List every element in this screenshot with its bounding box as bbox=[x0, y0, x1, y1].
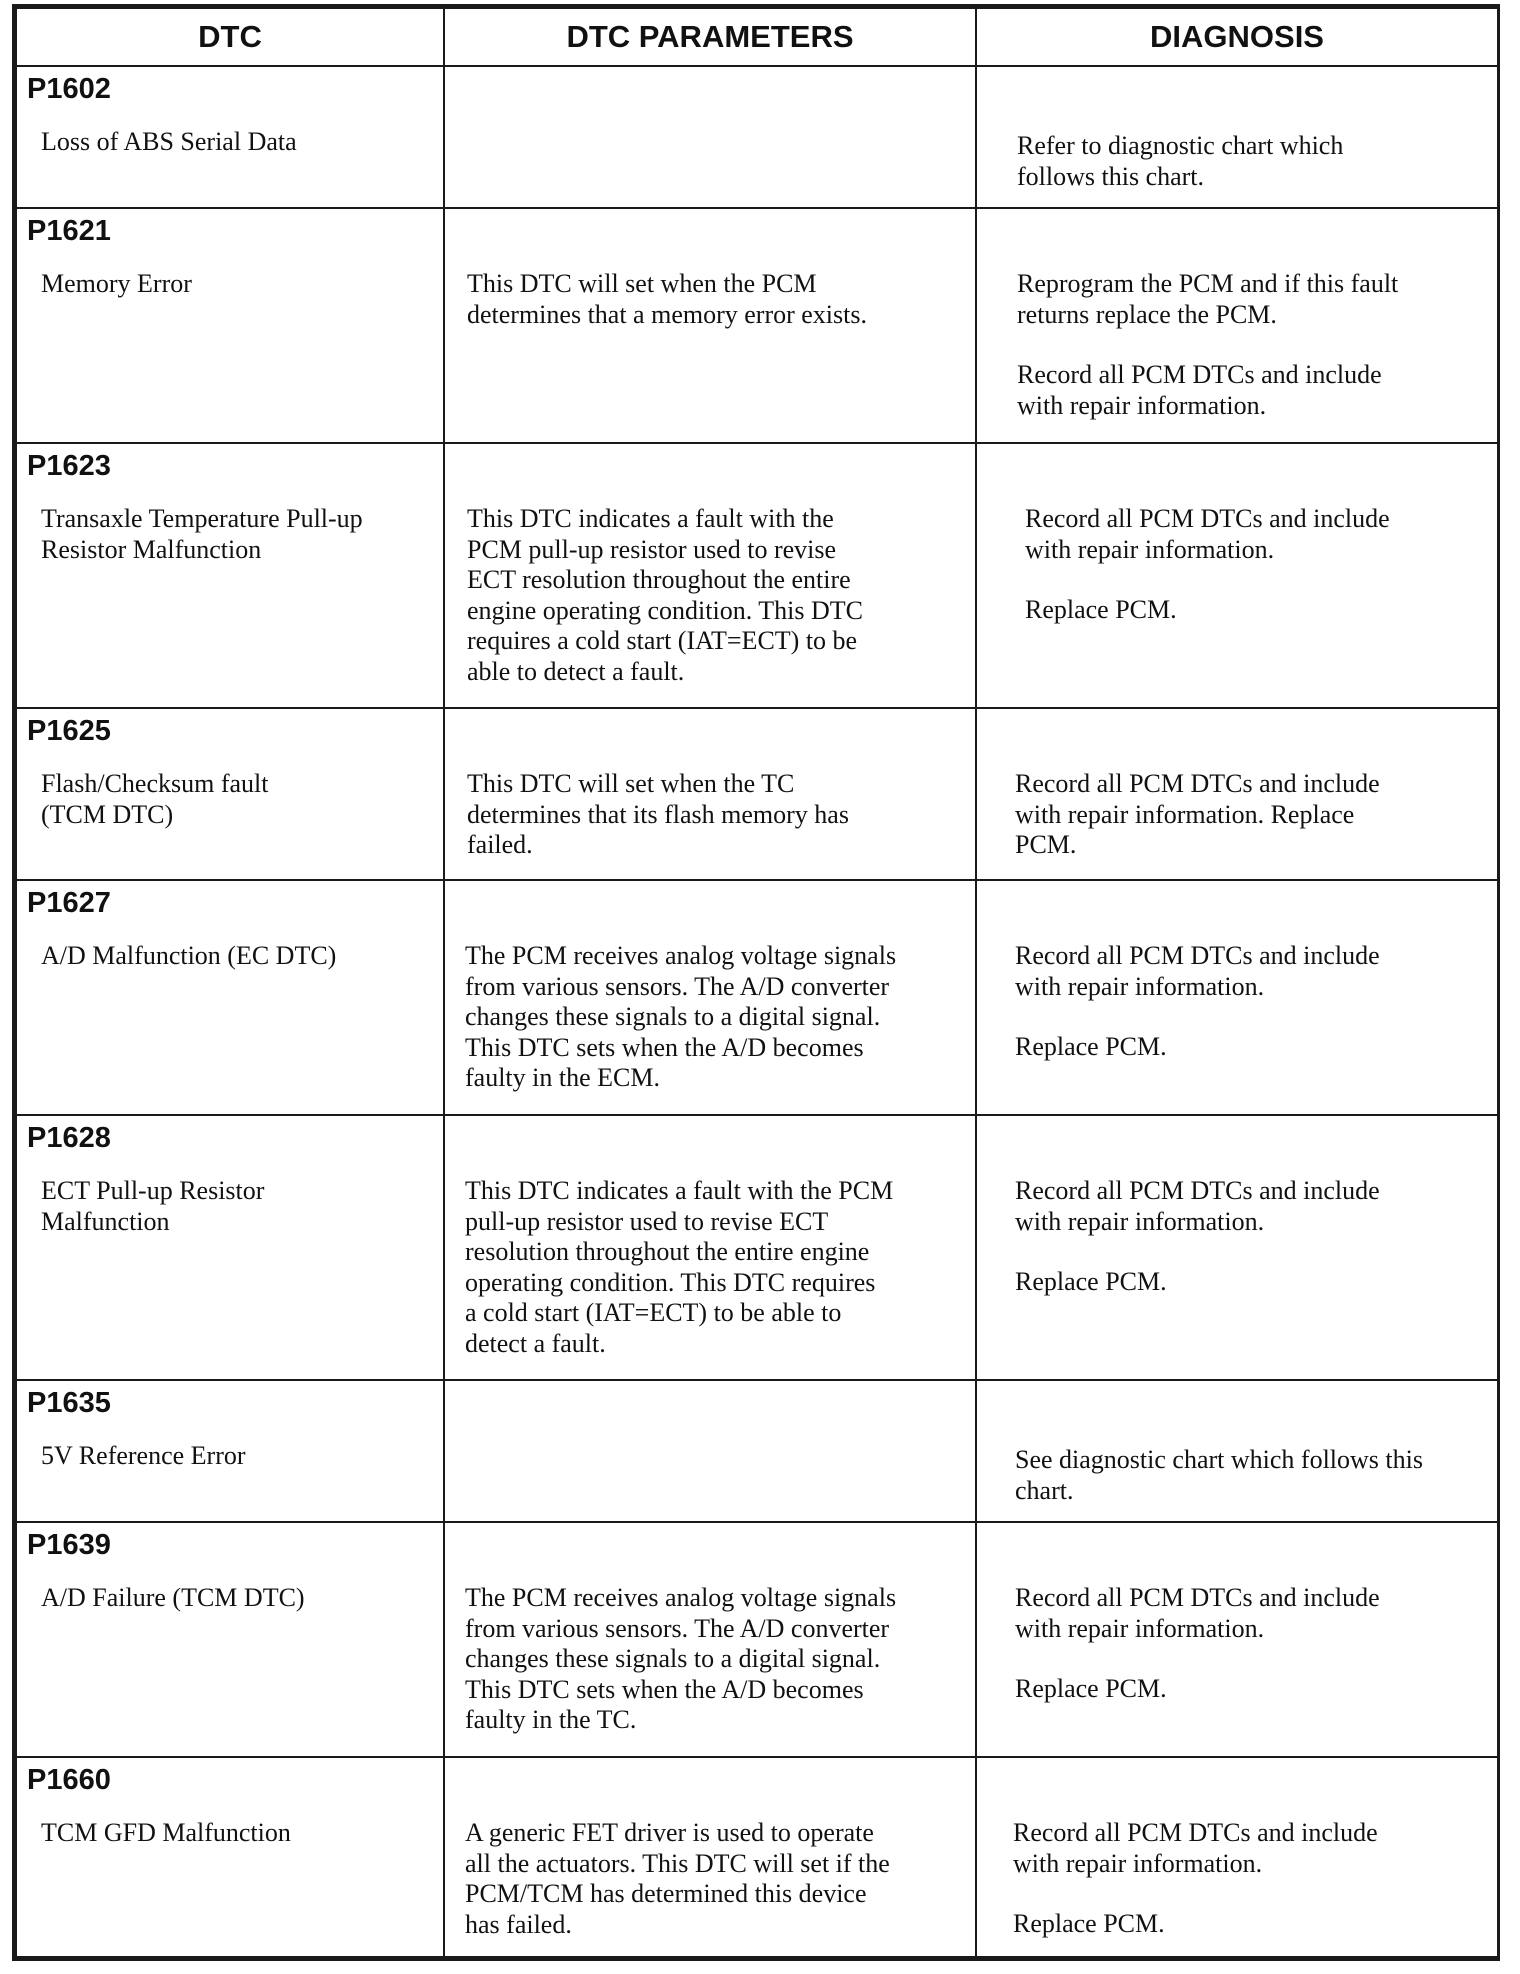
dtc-code: P1635 bbox=[27, 1387, 111, 1419]
dtc-cell bbox=[16, 880, 444, 1115]
dtc-code: P1660 bbox=[27, 1764, 111, 1796]
dtc-code: P1602 bbox=[27, 73, 111, 105]
diagnosis-text: Record all PCM DTCs and include with repair information. bbox=[1015, 1583, 1380, 1643]
parameters-cell bbox=[444, 1522, 976, 1757]
diagnosis-text: Record all PCM DTCs and include with repair information. Replace PCM. bbox=[1015, 769, 1380, 859]
dtc-table bbox=[15, 7, 1499, 1958]
dtc-cell bbox=[16, 208, 444, 443]
diagnosis-cell bbox=[976, 1522, 1498, 1757]
table-row bbox=[16, 443, 1498, 708]
dtc-code: P1623 bbox=[27, 450, 111, 482]
diagnosis-text: Replace PCM. bbox=[1013, 1909, 1165, 1938]
diagnosis-text: Reprogram the PCM and if this fault returns replace the PCM. bbox=[1017, 269, 1399, 329]
diagnosis-cell bbox=[976, 208, 1498, 443]
table-row bbox=[16, 1380, 1498, 1522]
diagnosis-cell bbox=[976, 1757, 1498, 1957]
table-row bbox=[16, 208, 1498, 443]
dtc-code: P1639 bbox=[27, 1529, 111, 1561]
dtc-cell bbox=[16, 66, 444, 208]
dtc-cell bbox=[16, 1115, 444, 1380]
dtc-cell bbox=[16, 1522, 444, 1757]
diagnosis-text: See diagnostic chart which follows this chart. bbox=[1015, 1445, 1423, 1505]
diagnosis-text: Record all PCM DTCs and include with repair information. bbox=[1015, 941, 1380, 1001]
dtc-cell bbox=[16, 1380, 444, 1522]
dtc-code: P1628 bbox=[27, 1122, 111, 1154]
dtc-code: P1627 bbox=[27, 887, 111, 919]
diagnosis-text: Replace PCM. bbox=[1015, 1032, 1167, 1061]
table-row bbox=[16, 66, 1498, 208]
parameters-cell bbox=[444, 208, 976, 443]
diagnosis-text: Replace PCM. bbox=[1025, 595, 1177, 624]
header-row bbox=[16, 8, 1498, 66]
dtc-name: TCM GFD Malfunction bbox=[41, 1818, 291, 1847]
table-row bbox=[16, 1115, 1498, 1380]
table-row bbox=[16, 880, 1498, 1115]
dtc-parameters: The PCM receives analog voltage signals from various sensors. The A/D converter changes these signals to a digital signal. This DTC sets when the A/D becomes faulty in the TC. bbox=[465, 1583, 897, 1734]
dtc-name: ECT Pull-up Resistor Malfunction bbox=[41, 1176, 265, 1236]
dtc-table-page bbox=[12, 4, 1500, 1961]
parameters-cell bbox=[444, 1757, 976, 1957]
dtc-cell bbox=[16, 708, 444, 880]
dtc-name: A/D Failure (TCM DTC) bbox=[41, 1583, 305, 1612]
dtc-code: P1621 bbox=[27, 215, 111, 247]
diagnosis-text: Refer to diagnostic chart which follows this chart. bbox=[1017, 131, 1344, 191]
dtc-cell bbox=[16, 443, 444, 708]
parameters-cell bbox=[444, 66, 976, 208]
diagnosis-cell bbox=[976, 1115, 1498, 1380]
header-diagnosis: DIAGNOSIS bbox=[976, 8, 1498, 66]
parameters-cell bbox=[444, 1380, 976, 1522]
parameters-cell bbox=[444, 443, 976, 708]
parameters-cell bbox=[444, 880, 976, 1115]
dtc-name: Transaxle Temperature Pull-up Resistor Malfunction bbox=[41, 504, 363, 564]
dtc-name: A/D Malfunction (EC DTC) bbox=[41, 941, 337, 970]
diagnosis-text: Record all PCM DTCs and include with repair information. bbox=[1025, 504, 1390, 564]
parameters-cell bbox=[444, 1115, 976, 1380]
diagnosis-text: Replace PCM. bbox=[1015, 1267, 1167, 1296]
dtc-parameters: This DTC will set when the TC determines that its flash memory has failed. bbox=[467, 769, 849, 859]
parameters-cell bbox=[444, 708, 976, 880]
dtc-cell bbox=[16, 1757, 444, 1957]
dtc-name: Loss of ABS Serial Data bbox=[41, 127, 297, 156]
diagnosis-cell bbox=[976, 443, 1498, 708]
dtc-parameters: This DTC will set when the PCM determines that a memory error exists. bbox=[467, 269, 867, 329]
header-dtc: DTC bbox=[16, 8, 444, 66]
dtc-parameters: This DTC indicates a fault with the PCM pull-up resistor used to revise ECT resolution throughout the entire engine operating condition. This DTC requires a cold start (IAT=ECT) to be able to detect a fault. bbox=[465, 1176, 894, 1358]
diagnosis-text: Record all PCM DTCs and include with repair information. bbox=[1015, 1176, 1380, 1236]
dtc-code: P1625 bbox=[27, 715, 111, 747]
diagnosis-text: Record all PCM DTCs and include with repair information. bbox=[1017, 360, 1382, 420]
diagnosis-cell bbox=[976, 880, 1498, 1115]
header-dtc-parameters: DTC PARAMETERS bbox=[444, 8, 976, 66]
diagnosis-text: Record all PCM DTCs and include with repair information. bbox=[1013, 1818, 1378, 1878]
dtc-parameters: This DTC indicates a fault with the PCM pull-up resistor used to revise ECT resolution throughout the entire engine operating condition. This DTC requires a cold start (IAT=ECT) to be able to detect a fault. bbox=[467, 504, 863, 686]
dtc-name: Flash/Checksum fault (TCM DTC) bbox=[41, 769, 269, 829]
dtc-name: 5V Reference Error bbox=[41, 1441, 246, 1470]
table-row bbox=[16, 1757, 1498, 1957]
dtc-parameters: The PCM receives analog voltage signals from various sensors. The A/D converter changes these signals to a digital signal. This DTC sets when the A/D becomes faulty in the ECM. bbox=[465, 941, 897, 1092]
diagnosis-text: Replace PCM. bbox=[1015, 1674, 1167, 1703]
diagnosis-cell bbox=[976, 66, 1498, 208]
diagnosis-cell bbox=[976, 708, 1498, 880]
table-row bbox=[16, 1522, 1498, 1757]
diagnosis-cell bbox=[976, 1380, 1498, 1522]
dtc-name: Memory Error bbox=[41, 269, 192, 298]
dtc-parameters: A generic FET driver is used to operate all the actuators. This DTC will set if the PCM/TCM has determined this device has failed. bbox=[465, 1818, 890, 1939]
table-row bbox=[16, 708, 1498, 880]
